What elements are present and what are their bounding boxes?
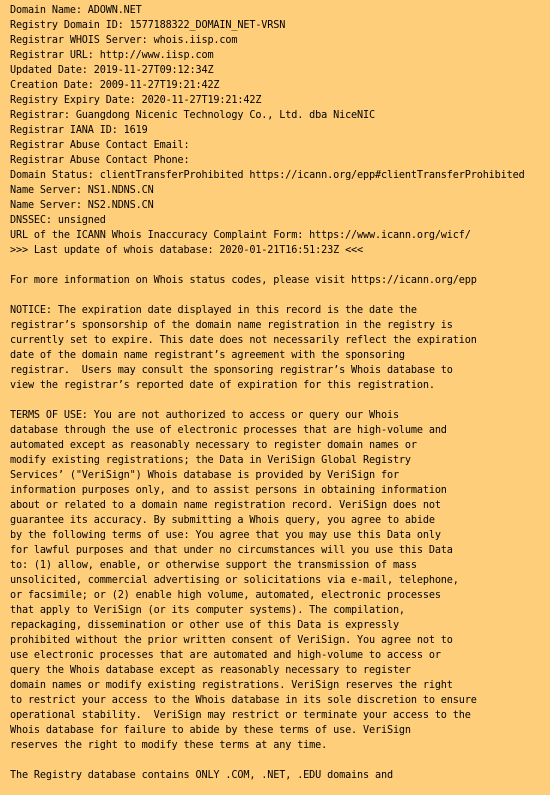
whois-line: repackaging, dissemination or other use of this Data is expressly [10,620,399,631]
whois-line: Registrar: Guangdong Nicenic Technology Co., Ltd. dba NiceNIC [10,110,375,121]
whois-line: Services’ ("VeriSign") Whois database is provided by VeriSign for [10,470,399,481]
whois-line: reserves the right to modify these terms at any time. [10,740,328,751]
whois-line: use electronic processes that are automated and high-volume to access or [10,650,441,661]
whois-line: The Registry database contains ONLY .COM, .NET, .EDU domains and [10,770,393,781]
whois-line: about or related to a domain name registration record. VeriSign does not [10,500,441,511]
whois-line: >>> Last update of whois database: 2020-01-21T16:51:23Z <<< [10,245,364,256]
whois-line: Whois database for failure to abide by these terms of use. VeriSign [10,725,411,736]
whois-line [10,258,550,273]
whois-line: operational stability. VeriSign may restrict or terminate your access to the [10,710,471,721]
whois-line: guarantee its accuracy. By submitting a Whois query, you agree to abide [10,515,435,526]
whois-line: domain names or modify existing registrations. VeriSign reserves the right [10,680,453,691]
whois-line: information purposes only, and to assist persons in obtaining information [10,485,447,496]
whois-line: URL of the ICANN Whois Inaccuracy Complaint Form: https://www.icann.org/wicf/ [10,230,471,241]
whois-line: For more information on Whois status codes, please visit https://icann.org/epp [10,275,477,286]
whois-line: Registrar Abuse Contact Phone: [10,155,190,166]
whois-line: Registrar WHOIS Server: whois.iisp.com [10,35,238,46]
whois-line: Name Server: NS2.NDNS.CN [10,200,154,211]
whois-line [10,288,550,303]
whois-line: Registry Domain ID: 1577188322_DOMAIN_NET-VRSN [10,20,286,31]
whois-line: DNSSEC: unsigned [10,215,106,226]
whois-line: Registry Expiry Date: 2020-11-27T19:21:42Z [10,95,262,106]
whois-line: for lawful purposes and that under no circumstances will you use this Data [10,545,453,556]
whois-line: Updated Date: 2019-11-27T09:12:34Z [10,65,214,76]
whois-line: Registrar Abuse Contact Email: [10,140,190,151]
whois-line: registrar’s sponsorship of the domain name registration in the registry is [10,320,453,331]
whois-line: currently set to expire. This date does not necessarily reflect the expiration [10,335,477,346]
whois-line: Domain Status: clientTransferProhibited https://icann.org/epp#clientTransferProhibited [10,170,525,181]
whois-line: Registrar URL: http://www.iisp.com [10,50,214,61]
whois-line: modify existing registrations; the Data in VeriSign Global Registry [10,455,411,466]
whois-line: Domain Name: ADOWN.NET [10,5,142,16]
whois-line: to restrict your access to the Whois database in its sole discretion to ensure [10,695,477,706]
whois-line: or facsimile; or (2) enable high volume, automated, electronic processes [10,590,441,601]
whois-line: to: (1) allow, enable, or otherwise support the transmission of mass [10,560,417,571]
whois-line: TERMS OF USE: You are not authorized to access or query our Whois [10,410,399,421]
whois-line: prohibited without the prior written consent of VeriSign. You agree not to [10,635,453,646]
whois-line: unsolicited, commercial advertising or solicitations via e-mail, telephone, [10,575,459,586]
whois-line: that apply to VeriSign (or its computer systems). The compilation, [10,605,405,616]
whois-line [10,393,550,408]
whois-line: date of the domain name registrant’s agreement with the sponsoring [10,350,405,361]
whois-line [10,753,550,768]
whois-line: by the following terms of use: You agree that you may use this Data only [10,530,441,541]
whois-line: automated except as reasonably necessary to register domain names or [10,440,417,451]
whois-line: query the Whois database except as reasonably necessary to register [10,665,411,676]
whois-line: database through the use of electronic processes that are high-volume and [10,425,447,436]
whois-line: Registrar IANA ID: 1619 [10,125,148,136]
whois-line: Creation Date: 2009-11-27T19:21:42Z [10,80,220,91]
whois-line: registrar. Users may consult the sponsoring registrar’s Whois database to [10,365,453,376]
whois-line: Name Server: NS1.NDNS.CN [10,185,154,196]
whois-line: NOTICE: The expiration date displayed in this record is the date the [10,305,417,316]
whois-line: view the registrar’s reported date of expiration for this registration. [10,380,435,391]
